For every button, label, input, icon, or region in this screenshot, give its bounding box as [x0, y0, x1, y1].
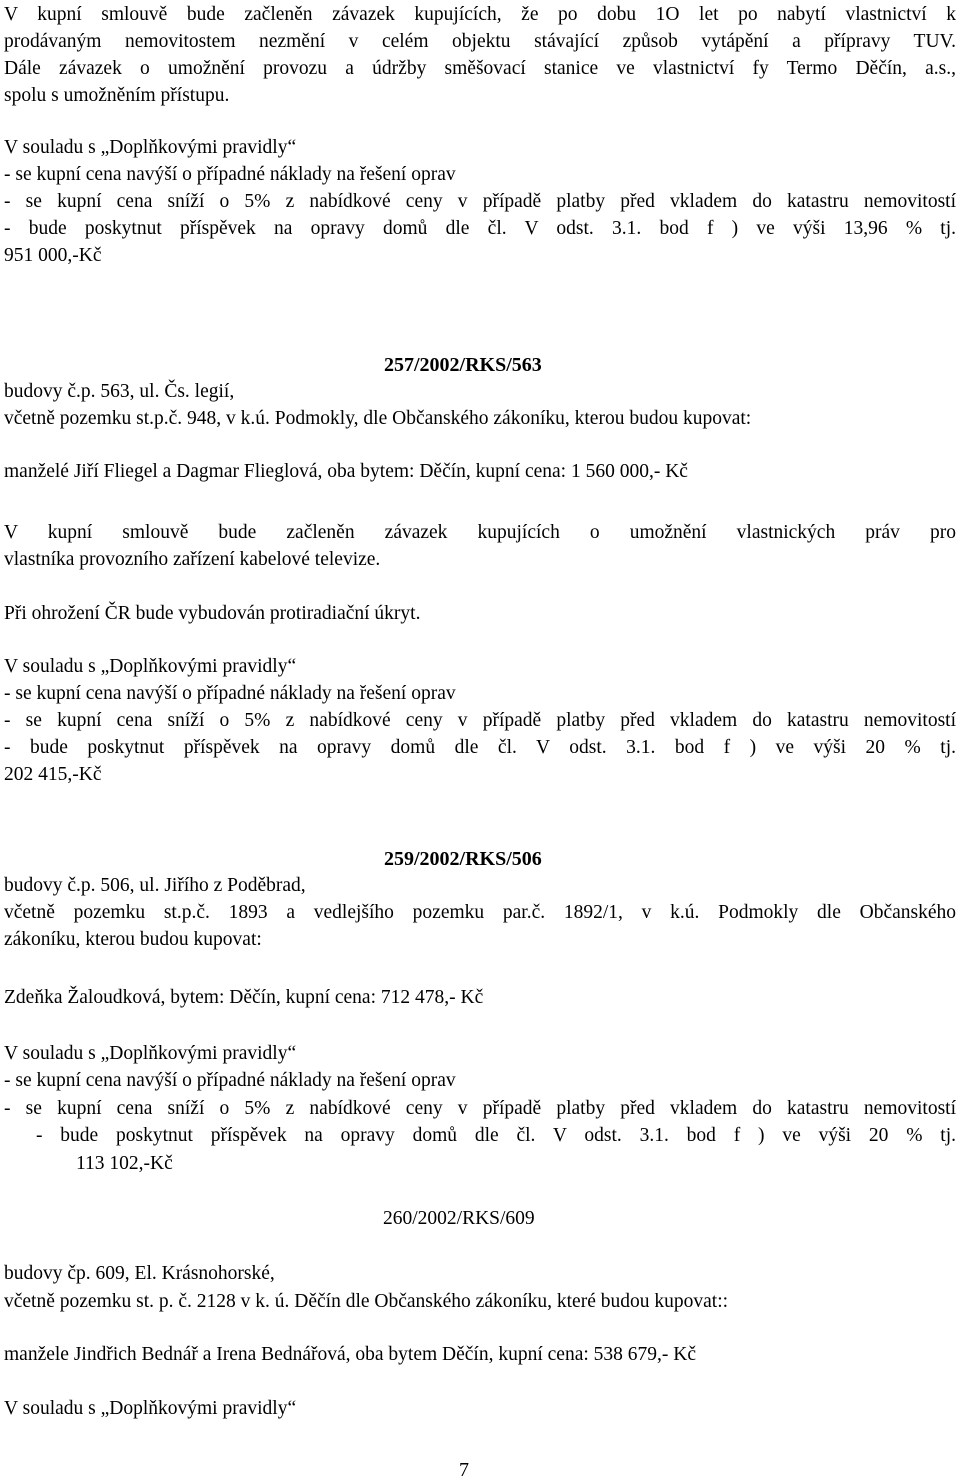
text-line: - se kupní cena navýší o případné náklady na řešení oprav [4, 683, 456, 704]
text-line: včetně pozemku st. p. č. 2128 v k. ú. Děčín dle Občanského zákoníku, které budou kupovat:: [4, 1291, 729, 1312]
text-line: Dále závazek o umožnění provozu a údržby směšovací stanice ve vlastnictví fy Termo Děčín, a.s., [4, 58, 956, 79]
text-line: včetně pozemku st.p.č. 1893 a vedlejšího pozemku par.č. 1892/1, v k.ú. Podmokly dle Občanského [4, 902, 956, 923]
text-line: prodávaným nemovitostem nezmění v celém objektu stávající způsob vytápění a přípravy TUV. [4, 31, 956, 52]
text-line: včetně pozemku st.p.č. 948, v k.ú. Podmokly, dle Občanského zákoníku, kterou budou kupovat: [4, 408, 752, 429]
text-line: - bude poskytnut příspěvek na opravy domů dle čl. V odst. 3.1. bod f ) ve výši 20 % tj. [36, 1125, 956, 1146]
text-line: V souladu s „Doplňkovými pravidly“ [4, 1043, 297, 1064]
section-heading: 260/2002/RKS/609 [383, 1208, 535, 1229]
text-line: V souladu s „Doplňkovými pravidly“ [4, 137, 297, 158]
text-line: Zdeňka Žaloudková, bytem: Děčín, kupní cena: 712 478,- Kč [4, 987, 484, 1008]
text-line: V souladu s „Doplňkovými pravidly“ [4, 1398, 297, 1419]
section-heading: 257/2002/RKS/563 [384, 354, 542, 376]
text-line: budovy č.p. 563, ul. Čs. legií, [4, 381, 235, 402]
text-line: - se kupní cena sníží o 5% z nabídkové ceny v případě platby před vkladem do katastru nemovitostí [4, 710, 956, 731]
text-line: zákoníku, kterou budou kupovat: [4, 929, 262, 950]
text-line: V kupní smlouvě bude začleněn závazek kupujících o umožnění vlastnických práv pro [4, 522, 956, 543]
page-number: 7 [459, 1459, 469, 1481]
text-line: 202 415,-Kč [4, 764, 102, 785]
text-line: - se kupní cena sníží o 5% z nabídkové ceny v případě platby před vkladem do katastru nemovitostí [4, 1098, 956, 1119]
text-line: 951 000,-Kč [4, 245, 102, 266]
text-line: budovy č.p. 506, ul. Jiřího z Poděbrad, [4, 875, 306, 896]
text-line: - se kupní cena sníží o 5% z nabídkové ceny v případě platby před vkladem do katastru nemovitostí [4, 191, 956, 212]
text-line: - bude poskytnut příspěvek na opravy domů dle čl. V odst. 3.1. bod f ) ve výši 20 % tj. [4, 737, 956, 758]
text-line: 113 102,-Kč [76, 1153, 173, 1174]
text-line: - se kupní cena navýší o případné náklady na řešení oprav [4, 1070, 456, 1091]
text-line: manžele Jindřich Bednář a Irena Bednářová, oba bytem Děčín, kupní cena: 538 679,- Kč [4, 1344, 696, 1365]
text-line: Při ohrožení ČR bude vybudován protiradiační úkryt. [4, 603, 421, 624]
text-line: - bude poskytnut příspěvek na opravy domů dle čl. V odst. 3.1. bod f ) ve výši 13,96 % tj. [4, 218, 956, 239]
text-line: manželé Jiří Fliegel a Dagmar Flieglová, oba bytem: Děčín, kupní cena: 1 560 000,- Kč [4, 461, 688, 482]
text-line: - se kupní cena navýší o případné náklady na řešení oprav [4, 164, 456, 185]
text-line: spolu s umožněním přístupu. [4, 85, 230, 106]
text-line: V kupní smlouvě bude začleněn závazek kupujících, že po dobu 1O let po nabytí vlastnictví k [4, 4, 956, 25]
text-line: budovy čp. 609, El. Krásnohorské, [4, 1263, 275, 1284]
section-heading: 259/2002/RKS/506 [384, 848, 542, 870]
text-line: V souladu s „Doplňkovými pravidly“ [4, 656, 297, 677]
text-line: vlastníka provozního zařízení kabelové televize. [4, 549, 381, 570]
